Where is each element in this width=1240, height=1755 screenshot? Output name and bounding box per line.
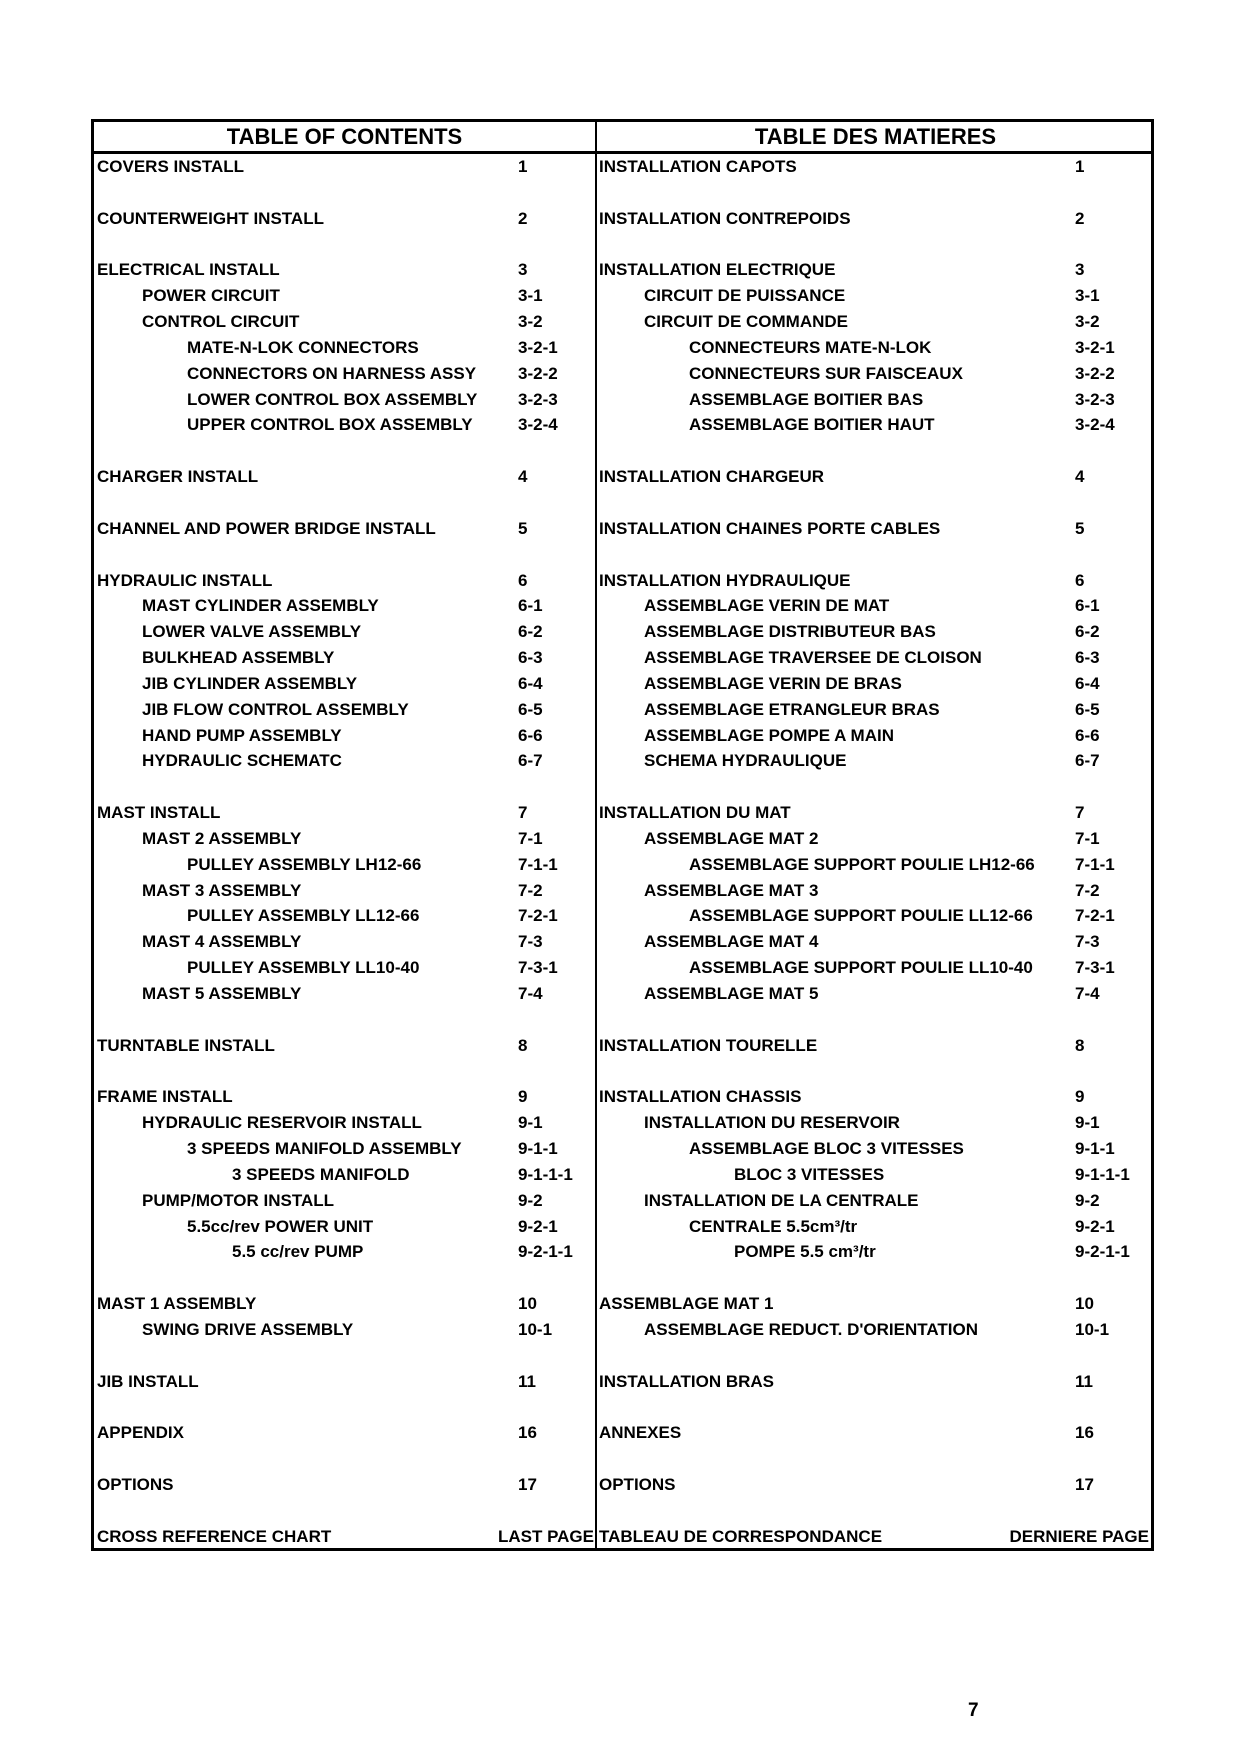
entry-page-fr: 6-3: [1075, 648, 1100, 668]
entry-page-en: LAST PAGE: [497, 1526, 594, 1546]
entry-title-fr: ASSEMBLAGE VERIN DE MAT: [644, 596, 890, 616]
entry-title-en: POWER CIRCUIT: [142, 286, 280, 306]
entry-title-fr: ASSEMBLAGE SUPPORT POULIE LL12-66: [689, 906, 1033, 926]
entry-page-en: 7-1: [518, 828, 543, 848]
entry-page-fr: 9: [1075, 1087, 1085, 1107]
entry-title-en: 5.5 cc/rev PUMP: [232, 1242, 364, 1262]
entry-page-fr: 7-2-1: [1075, 906, 1115, 926]
entry-title-en: JIB INSTALL: [97, 1371, 199, 1391]
entry-title-fr: INSTALLATION DE LA CENTRALE: [644, 1190, 919, 1210]
entry-page-fr: 6-6: [1075, 725, 1100, 745]
entry-title-en: HYDRAULIC SCHEMATC: [142, 751, 342, 771]
entry-title-en: CROSS REFERENCE CHART: [97, 1526, 332, 1546]
entry-page-en: 10: [518, 1294, 537, 1314]
toc-row: [94, 903, 1151, 929]
entry-title-en: HYDRAULIC RESERVOIR INSTALL: [142, 1113, 422, 1133]
entry-page-en: 3-2-4: [518, 415, 558, 435]
entry-page-en: 3-1: [518, 286, 543, 306]
entry-page-fr: 3-2-1: [1075, 337, 1115, 357]
entry-title-en: MAST 5 ASSEMBLY: [142, 984, 302, 1003]
entry-page-fr: DERNIERE PAGE: [1009, 1526, 1149, 1546]
entry-title-en: PULLEY ASSEMBLY LH12-66: [187, 854, 422, 874]
toc-row: [94, 257, 1151, 283]
entry-title-fr: ASSEMBLAGE MAT 3: [644, 880, 819, 900]
entry-title-fr: ASSEMBLAGE SUPPORT POULIE LL10-40: [689, 958, 1033, 978]
toc-row: [94, 1420, 1151, 1446]
toc-row: [94, 542, 1151, 568]
entry-title-fr: SCHEMA HYDRAULIQUE: [644, 751, 847, 771]
entry-page-fr: 10-1: [1075, 1319, 1110, 1339]
entry-page-en: 7-2: [518, 880, 543, 900]
entry-title-en: PULLEY ASSEMBLY LL10-40: [187, 958, 420, 978]
entry-title-en: APPENDIX: [97, 1423, 184, 1443]
entry-page-en: 3-2-3: [518, 389, 558, 409]
entry-page-en: 6: [518, 570, 528, 590]
entry-title-en: LOWER VALVE ASSEMBLY: [142, 622, 362, 642]
toc-row: [94, 206, 1151, 232]
entry-title-en: 3 SPEEDS MANIFOLD ASSEMBLY: [187, 1139, 462, 1159]
entry-page-en: 3: [518, 260, 528, 280]
toc-row: [94, 878, 1151, 904]
entry-page-fr: 6-5: [1075, 699, 1100, 719]
entry-title-en: OPTIONS: [97, 1475, 174, 1495]
toc-row: [94, 1498, 1151, 1524]
entry-page-en: 16: [518, 1423, 537, 1443]
toc-row: [94, 464, 1151, 490]
entry-title-fr: ASSEMBLAGE MAT 4: [644, 932, 819, 952]
entry-title-fr: TABLEAU DE CORRESPONDANCE: [599, 1526, 883, 1546]
entry-title-en: MAST 4 ASSEMBLY: [142, 932, 302, 952]
entry-title-en: MAST INSTALL: [97, 803, 221, 823]
toc-row: [94, 1524, 1151, 1550]
page-number: 7: [968, 1700, 979, 1721]
entry-page-fr: 3: [1075, 260, 1085, 280]
entry-page-en: 9-2-1-1: [518, 1242, 573, 1262]
entry-page-fr: 2: [1075, 208, 1085, 228]
entry-page-fr: 17: [1075, 1475, 1094, 1495]
entry-page-fr: 11: [1075, 1371, 1093, 1391]
entry-title-fr: ASSEMBLAGE DISTRIBUTEUR BAS: [644, 622, 936, 642]
entry-page-en: 10-1: [518, 1319, 553, 1339]
entry-page-en: 2: [518, 208, 528, 228]
entry-page-fr: 9-1-1-1: [1075, 1164, 1130, 1184]
entry-title-fr: CENTRALE 5.5cm³/tr: [689, 1216, 858, 1236]
entry-title-fr: ASSEMBLAGE MAT 5: [644, 984, 819, 1003]
entry-page-en: 4: [518, 467, 528, 487]
entry-page-en: 7-2-1: [518, 906, 558, 926]
toc-row: [94, 826, 1151, 852]
entry-page-fr: 7-1-1: [1075, 854, 1115, 874]
entry-page-en: 6-6: [518, 725, 543, 745]
entry-page-fr: 16: [1075, 1423, 1094, 1443]
entry-page-fr: 3-2-4: [1075, 415, 1115, 435]
toc-row: [94, 1214, 1151, 1240]
toc-row: [94, 981, 1151, 1007]
toc-row: [94, 723, 1151, 749]
entry-page-en: 6-5: [518, 699, 543, 719]
toc-row: [94, 852, 1151, 878]
entry-title-fr: ANNEXES: [599, 1423, 682, 1443]
toc-row: [94, 232, 1151, 258]
entry-page-en: 6-4: [518, 673, 543, 693]
entry-title-en: COVERS INSTALL: [97, 157, 245, 176]
entry-page-en: 1: [518, 157, 528, 176]
entry-title-en: JIB CYLINDER ASSEMBLY: [142, 673, 358, 693]
entry-title-fr: OPTIONS: [599, 1475, 676, 1495]
entry-title-fr: INSTALLATION CONTREPOIDS: [599, 208, 851, 228]
entry-page-fr: 6: [1075, 570, 1085, 590]
entry-page-en: 7-1-1: [518, 854, 558, 874]
entry-page-fr: 3-2: [1075, 312, 1100, 332]
entry-title-fr: ASSEMBLAGE REDUCT. D'ORIENTATION: [644, 1319, 978, 1339]
entry-page-en: 6-7: [518, 751, 543, 771]
entry-page-fr: 10: [1075, 1294, 1094, 1314]
table-of-contents: [91, 119, 1154, 1551]
entry-page-en: 7: [518, 803, 528, 823]
toc-row: [94, 1265, 1151, 1291]
toc-row: [94, 361, 1151, 387]
toc-row: [94, 1291, 1151, 1317]
toc-row: [94, 490, 1151, 516]
entry-title-en: FRAME INSTALL: [97, 1087, 233, 1107]
entry-title-en: ELECTRICAL INSTALL: [97, 260, 280, 280]
toc-row: [94, 1446, 1151, 1472]
entry-page-fr: 8: [1075, 1035, 1085, 1055]
toc-row: [94, 516, 1151, 542]
toc-rows: [94, 154, 1151, 1550]
toc-row: [94, 412, 1151, 438]
french-title: TABLE DES MATIERES: [754, 124, 997, 149]
entry-title-fr: CIRCUIT DE COMMANDE: [644, 312, 848, 332]
entry-page-fr: 6-2: [1075, 622, 1100, 642]
entry-page-en: 8: [518, 1035, 528, 1055]
entry-page-en: 9-2-1: [518, 1216, 558, 1236]
entry-title-fr: CONNECTEURS SUR FAISCEAUX: [689, 363, 963, 383]
entry-page-en: 9-1-1-1: [518, 1164, 573, 1184]
entry-page-fr: 6-7: [1075, 751, 1100, 771]
entry-title-en: CONTROL CIRCUIT: [142, 312, 300, 332]
toc-row: [94, 1033, 1151, 1059]
entry-page-fr: 9-1: [1075, 1113, 1100, 1133]
entry-title-en: MAST 3 ASSEMBLY: [142, 880, 302, 900]
entry-page-en: 9-1: [518, 1113, 543, 1133]
toc-row: [94, 335, 1151, 361]
entry-title-fr: BLOC 3 VITESSES: [734, 1164, 885, 1184]
entry-title-en: LOWER CONTROL BOX ASSEMBLY: [187, 389, 478, 409]
entry-title-fr: INSTALLATION ELECTRIQUE: [599, 260, 836, 280]
entry-page-fr: 3-1: [1075, 286, 1100, 306]
entry-title-fr: INSTALLATION DU MAT: [599, 803, 791, 823]
entry-title-en: HYDRAULIC INSTALL: [97, 570, 273, 590]
entry-page-fr: 6-1: [1075, 596, 1100, 616]
toc-row: [94, 180, 1151, 206]
toc-row: [94, 1343, 1151, 1369]
entry-title-fr: INSTALLATION HYDRAULIQUE: [599, 570, 851, 590]
entry-title-en: MAST 1 ASSEMBLY: [97, 1294, 257, 1314]
toc-header: [94, 122, 1151, 154]
entry-title-en: 3 SPEEDS MANIFOLD: [232, 1164, 410, 1184]
entry-title-en: COUNTERWEIGHT INSTALL: [97, 208, 324, 228]
entry-page-fr: 3-2-2: [1075, 363, 1115, 383]
entry-page-fr: 7-3-1: [1075, 958, 1115, 978]
entry-page-en: 6-3: [518, 648, 543, 668]
entry-page-fr: 7: [1075, 803, 1085, 823]
entry-title-fr: ASSEMBLAGE BOITIER BAS: [689, 389, 924, 409]
toc-row: [94, 1317, 1151, 1343]
entry-page-en: 3-2: [518, 312, 543, 332]
entry-title-fr: INSTALLATION TOURELLE: [599, 1035, 818, 1055]
entry-title-fr: CIRCUIT DE PUISSANCE: [644, 286, 846, 306]
english-title: TABLE OF CONTENTS: [226, 124, 463, 149]
entry-page-en: 3-2-1: [518, 337, 558, 357]
toc-row: [94, 671, 1151, 697]
entry-title-fr: ASSEMBLAGE VERIN DE BRAS: [644, 673, 902, 693]
entry-page-en: 6-2: [518, 622, 543, 642]
toc-row: [94, 1084, 1151, 1110]
entry-title-en: PUMP/MOTOR INSTALL: [142, 1190, 335, 1210]
entry-title-fr: INSTALLATION CHARGEUR: [599, 467, 825, 487]
entry-title-en: JIB FLOW CONTROL ASSEMBLY: [142, 699, 409, 719]
toc-row: [94, 154, 1151, 180]
entry-title-en: PULLEY ASSEMBLY LL12-66: [187, 906, 420, 926]
entry-page-en: 17: [518, 1475, 537, 1495]
entry-title-fr: INSTALLATION CHAINES PORTE CABLES: [599, 518, 941, 538]
toc-row: [94, 1472, 1151, 1498]
toc-row: [94, 1188, 1151, 1214]
toc-row: [94, 774, 1151, 800]
entry-title-fr: ASSEMBLAGE MAT 1: [599, 1294, 774, 1314]
toc-row: [94, 1162, 1151, 1188]
entry-page-fr: 3-2-3: [1075, 389, 1115, 409]
toc-row: [94, 645, 1151, 671]
entry-page-fr: 7-3: [1075, 932, 1100, 952]
entry-page-fr: 7-4: [1075, 984, 1100, 1003]
toc-row: [94, 593, 1151, 619]
entry-page-en: 3-2-2: [518, 363, 558, 383]
entry-title-fr: CONNECTEURS MATE-N-LOK: [689, 337, 932, 357]
entry-title-en: MATE-N-LOK CONNECTORS: [187, 337, 419, 357]
entry-title-fr: INSTALLATION CAPOTS: [599, 157, 797, 176]
entry-title-fr: ASSEMBLAGE TRAVERSEE DE CLOISON: [644, 648, 982, 668]
entry-page-en: 9-1-1: [518, 1139, 558, 1159]
entry-title-en: CHARGER INSTALL: [97, 467, 259, 487]
entry-title-fr: ASSEMBLAGE MAT 2: [644, 828, 819, 848]
entry-page-en: 11: [518, 1371, 536, 1391]
entry-title-fr: ASSEMBLAGE BOITIER HAUT: [689, 415, 935, 435]
entry-title-fr: ASSEMBLAGE POMPE A MAIN: [644, 725, 894, 745]
toc-row: [94, 697, 1151, 723]
toc-row: [94, 568, 1151, 594]
entry-page-en: 6-1: [518, 596, 543, 616]
entry-page-en: 7-3: [518, 932, 543, 952]
toc-row: [94, 1136, 1151, 1162]
entry-page-fr: 7-2: [1075, 880, 1100, 900]
entry-title-en: UPPER CONTROL BOX ASSEMBLY: [187, 415, 473, 435]
toc-row: [94, 387, 1151, 413]
entry-title-fr: INSTALLATION DU RESERVOIR: [644, 1113, 900, 1133]
entry-title-fr: INSTALLATION BRAS: [599, 1371, 775, 1391]
entry-page-fr: 9-2-1-1: [1075, 1242, 1130, 1262]
entry-page-en: 7-4: [518, 984, 543, 1003]
toc-row: [94, 929, 1151, 955]
toc-row: [94, 309, 1151, 335]
toc-row: [94, 748, 1151, 774]
entry-title-en: MAST 2 ASSEMBLY: [142, 828, 302, 848]
entry-page-fr: 9-1-1: [1075, 1139, 1115, 1159]
entry-title-en: BULKHEAD ASSEMBLY: [142, 648, 335, 668]
entry-page-fr: 5: [1075, 518, 1085, 538]
toc-row: [94, 800, 1151, 826]
entry-page-en: 5: [518, 518, 528, 538]
entry-page-fr: 6-4: [1075, 673, 1100, 693]
entry-page-en: 9-2: [518, 1190, 543, 1210]
entry-page-fr: 9-2-1: [1075, 1216, 1115, 1236]
toc-row: [94, 619, 1151, 645]
entry-page-en: 7-3-1: [518, 958, 558, 978]
entry-title-en: SWING DRIVE ASSEMBLY: [142, 1319, 354, 1339]
toc-row: [94, 1369, 1151, 1395]
entry-page-fr: 1: [1075, 157, 1085, 176]
toc-row: [94, 955, 1151, 981]
entry-page-fr: 9-2: [1075, 1190, 1100, 1210]
toc-row: [94, 438, 1151, 464]
toc-row: [94, 1110, 1151, 1136]
toc-row: [94, 283, 1151, 309]
entry-title-fr: INSTALLATION CHASSIS: [599, 1087, 802, 1107]
toc-row: [94, 1239, 1151, 1265]
entry-title-en: MAST CYLINDER ASSEMBLY: [142, 596, 379, 616]
toc-row: [94, 1395, 1151, 1421]
toc-row: [94, 1007, 1151, 1033]
entry-title-en: HAND PUMP ASSEMBLY: [142, 725, 342, 745]
entry-title-fr: ASSEMBLAGE ETRANGLEUR BRAS: [644, 699, 940, 719]
entry-title-en: 5.5cc/rev POWER UNIT: [187, 1216, 374, 1236]
entry-title-fr: POMPE 5.5 cm³/tr: [734, 1242, 876, 1262]
entry-page-fr: 7-1: [1075, 828, 1100, 848]
entry-page-en: 9: [518, 1087, 528, 1107]
entry-page-fr: 4: [1075, 467, 1085, 487]
entry-title-fr: ASSEMBLAGE BLOC 3 VITESSES: [689, 1139, 964, 1159]
entry-title-en: CHANNEL AND POWER BRIDGE INSTALL: [97, 518, 436, 538]
entry-title-fr: ASSEMBLAGE SUPPORT POULIE LH12-66: [689, 854, 1035, 874]
entry-title-en: CONNECTORS ON HARNESS ASSY: [187, 363, 477, 383]
entry-title-en: TURNTABLE INSTALL: [97, 1035, 275, 1055]
toc-row: [94, 1059, 1151, 1085]
